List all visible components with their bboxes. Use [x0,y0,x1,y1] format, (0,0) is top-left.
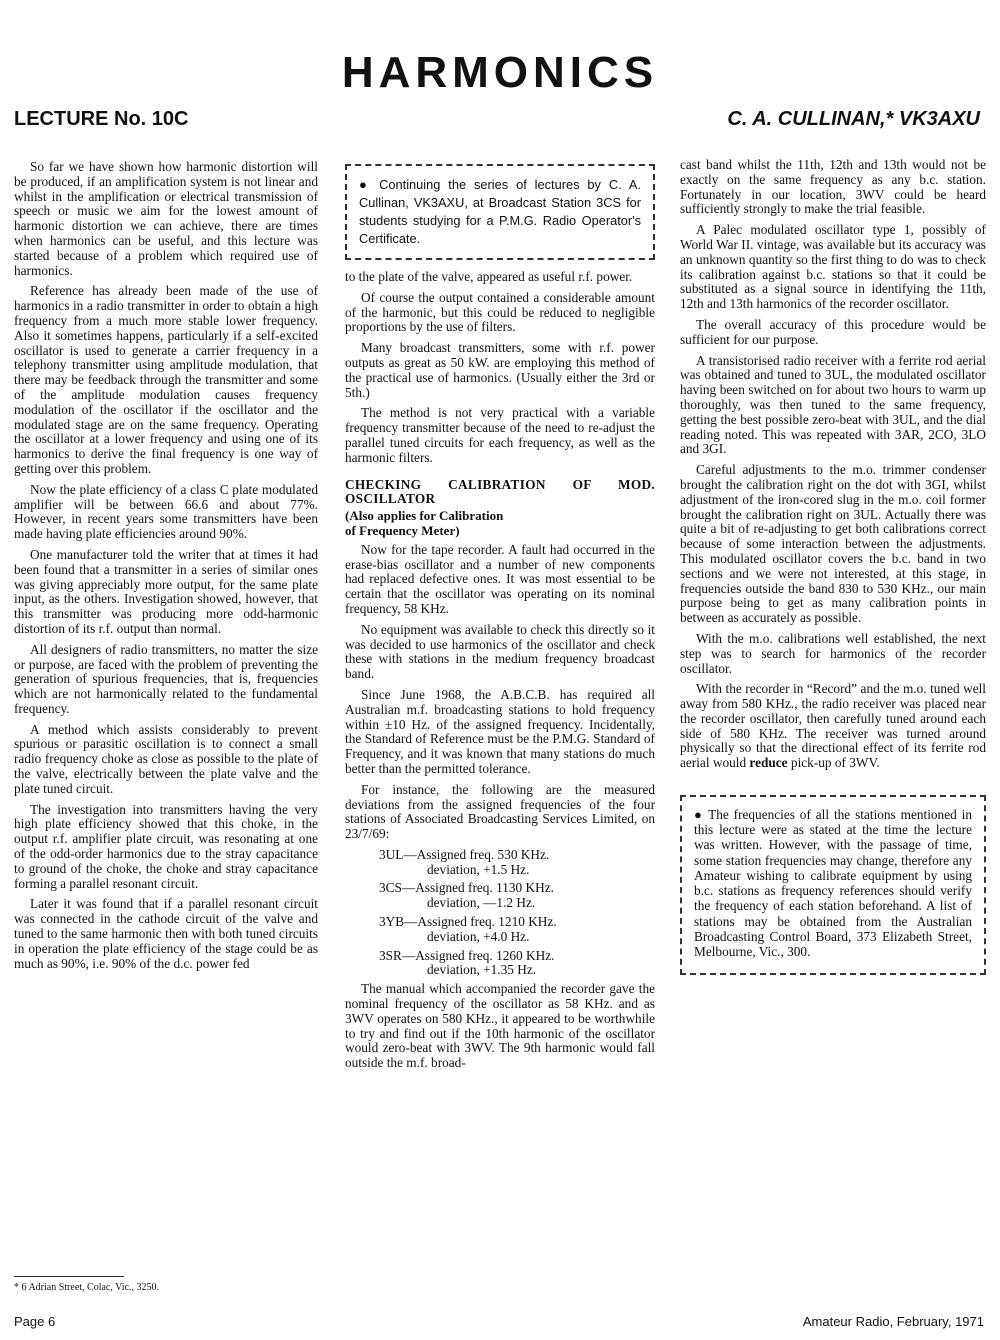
deviation-line: 3UL—Assigned freq. 530 KHz. [379,846,550,862]
lecture-number: LECTURE No. 10C [14,108,189,130]
journal-issue: Amateur Radio, February, 1971 [802,1314,984,1329]
section-heading: CHECKING CALIBRATION OF MOD. OSCILLATOR [345,476,655,507]
paragraph: A Palec modulated oscillator type 1, possibly of World War II. vintage, was available but its accuracy was an unknown quantity so the first thing to do was to check its calibration against b.c. stations so that it could be substituted as a signal source in identifying the 11th, 12th and 13th harmonics of the recorder oscillator. [680,222,986,312]
deviation-line: deviation, +4.0 Hz. [427,928,530,944]
paragraph: Many broadcast transmitters, some with r.f. power outputs as great as 50 kW. are employing this method of the practical use of harmonics. (Usually either the 3rd or 5th.) [345,340,655,400]
page-number: Page 6 [14,1314,56,1329]
deviation-line: 3SR—Assigned freq. 1260 KHz. [379,947,555,963]
column-3 [680,158,986,985]
paragraph: Since June 1968, the A.B.C.B. has required all Australian m.f. broadcasting stations to hold frequency within ±10 Hz. of the assigned frequency. Incidentally, the Standard of Reference must be the P.M.G. Standard of Frequency, and it was known that many stations do much better than the permitted tolerance. [345,686,655,776]
deviation-line: 3CS—Assigned freq. 1130 KHz. [379,880,554,896]
paragraph: Of course the output contained a considerable amount of the harmonic, but this could be reduced to negligible proportions by the use of filters. [345,289,655,335]
emphasis-reduce: reduce [749,755,788,771]
series-note-text: Continuing the series of lectures by C. A. Cullinan, VK3AXU, at Broadcast Station 3CS for students studying for a P.M.G. Radio Operator's Certificate. [359,177,641,246]
subheading-line: (Also applies for Calibration [345,508,504,524]
paragraph: Now for the tape recorder. A fault had occurred in the erase-bias oscillator and a number of new components had replaced defective ones. It was most essential to be certain that the oscillator was operating on its nominal frequency, 58 KHz. [345,541,655,616]
author-byline: C. A. CULLINAN,* VK3AXU [727,108,980,130]
deviation-line: 3YB—Assigned freq. 1210 KHz. [379,914,557,930]
paragraph: cast band whilst the 11th, 12th and 13th would not be exactly on the same frequency as any b.c. station. Fortunately in our location, 3WV could be heard sufficiently strongly to make the trial feasible. [680,157,986,217]
series-note-box [345,164,655,260]
paragraph: The investigation into transmitters having the very high plate efficiency showed that this choke, in the output r.f. amplifier plate circuit, was resonating at one of the odd-order harmonics due to the stray capacitance to ground of the choke, the choke and stray capacitance forming a parallel resonant circuit. [14,801,318,891]
paragraph: to the plate of the valve, appeared as useful r.f. power. [345,269,633,284]
deviation-entry [345,915,655,945]
footnote-rule [14,1276,124,1277]
paragraph: Now the plate efficiency of a class C plate modulated amplifier will be between 66.6 and about 77%. However, in recent years some transmitters have been made having plate efficiencies around 90%. [14,481,318,542]
deviation-entry [345,881,655,911]
paragraph: For instance, the following are the measured deviations from the assigned frequencies of the four stations of Associated Broadcasting Services Limited, on 23/7/69: [345,781,655,842]
paragraph: A method which assists considerably to prevent spurious or parasitic oscillation is to connect a small radio frequency choke as close as possible to the plate of the valve, electrically between the plate valve and the plate tuned circuit. [14,721,318,796]
paragraph: A transistorised radio receiver with a ferrite rod aerial was obtained and tuned to 3UL, the modulated oscillator having been switched on for about two hours to warm up thoroughly, was then tuned to the same frequency, getting the best possible zero-beat with 3UL, and the dial reading noted. This was repeated with 3AR, 2CO, 3LO and 3GI. [680,352,986,457]
paragraph: The method is not very practical with a variable frequency transmitter because of the need to re-adjust the parallel tuned circuits for each frequency, as well as the harmonic filters. [345,405,655,465]
paragraph-text: With the recorder in “Record” and the m.o. tuned well away from 580 KHz., the radio receiver was placed near the recorder oscillator, then carefully tuned around each side of 580 KHz. The receiver was turned around physically so that the directional effect of its ferrite rod aerial would [680,681,986,771]
stations-note-box [680,795,986,975]
paragraph: Careful adjustments to the m.o. trimmer condenser brought the calibration right on the dot with 3GI, whilst adjustment of the iron-cored slug in the m.o. coil former brought the calibration right on 3UL. Actually there was quite a bit of re-adjusting to get both calibrations correct because of some interaction between the adjustments. This modulated oscillator covers the b.c. band in two sections and we were not interested, at this stage, in frequencies outside the band 830 to 530 KHz., our main purpose being to get as many calibration points in between as accurately as possible. [680,462,986,626]
subheading-line: of Frequency Meter) [345,522,460,538]
section-subheading [345,509,655,539]
article-title: HARMONICS [341,48,659,97]
paragraph [680,682,986,771]
paragraph: The overall accuracy of this procedure would be sufficient for our purpose. [680,316,986,347]
stations-note-text: The frequencies of all the stations mentioned in this lecture were as stated at the time the lecture was written. However, with the passage of time, some station frequencies may change, therefore any Amateur wishing to calibrate equipment by using b.c. stations as frequency references should verify the frequency of each station beforehand. A list of stations may be obtained from the Australian Broadcasting Control Board, 373 Elizabeth Street, Melbourne, Vic., 300. [694,807,972,959]
paragraph: One manufacturer told the writer that at times it had been found that a transmitter in a series of similar ones was giving appreciably more output, for the same plate input, as the others. Investigation showed, however, that this transmitter was producing more odd-harmonic distortion of its r.f. output than normal. [14,546,318,636]
paragraph-text: pick-up of 3WV. [790,755,880,771]
paragraph: All designers of radio transmitters, no matter the size or purpose, are faced with the problem of preventing the generation of spurious frequencies, that is, frequencies which are not harmonically related to the fundamental frequency. [14,641,318,716]
deviation-line: deviation, +1.5 Hz. [427,861,530,877]
bullet-icon: ● [359,177,372,192]
deviation-entry [345,848,655,878]
deviation-line: deviation, +1.35 Hz. [427,962,537,978]
paragraph: The manual which accompanied the recorder gave the nominal frequency of the oscillator as 58 KHz. and as 3WV operates on 580 KHz., it appeared to be worthwhile to try and find out if the 10th harmonic of the oscillator would zero-beat with 3WV. The 9th harmonic would fall outside the m.f. broad- [345,981,655,1071]
bullet-icon: ● [694,807,704,823]
column-1 [14,160,318,977]
paragraph: With the m.o. calibrations well established, the next step was to search for harmonics of the recorder oscillator. [680,630,986,676]
deviation-line: deviation, —1.2 Hz. [427,895,536,911]
paragraph: Later it was found that if a parallel resonant circuit was connected in the cathode circuit of the valve and tuned to the same harmonic then with both tuned circuits in operation the plate efficiency of the stage could be as much as 90%, i.e. 90% of the d.c. power fed [14,896,318,971]
footnote: * 6 Adrian Street, Colac, Vic., 3250. [14,1282,160,1293]
paragraph: Reference has already been made of the use of harmonics in a radio transmitter in order to obtain a high frequency from a much more stable lower frequency. Also it sometimes happens, particularly if a self-excited oscillator is used to generate a carrier frequency in a telephony transmitter using amplitude modulation, that there may be feedback through the transmitter and some of the amplitude modulation causes frequency modulation of the oscillator if the oscillator and the modulated stage are on the same frequency. Operating the oscillator at a lower frequency and using one of its harmonics to derive the final frequency is one way of getting over this problem. [14,283,318,476]
paragraph: So far we have shown how harmonic distortion will be produced, if an amplification system is not linear and whilst in the amplification or electrical transmission of speech or music we aim for the lowest amount of harmonic distortion we can achieve, there are times when harmonics can be useful, and this lecture was started because of a problem which required use of harmonics. [14,159,318,278]
paragraph: No equipment was available to check this directly so it was decided to use harmonics of the oscillator and check these with stations in the medium frequency broadcast band. [345,621,655,682]
deviation-entry [345,949,655,979]
column-2 [345,160,655,1077]
